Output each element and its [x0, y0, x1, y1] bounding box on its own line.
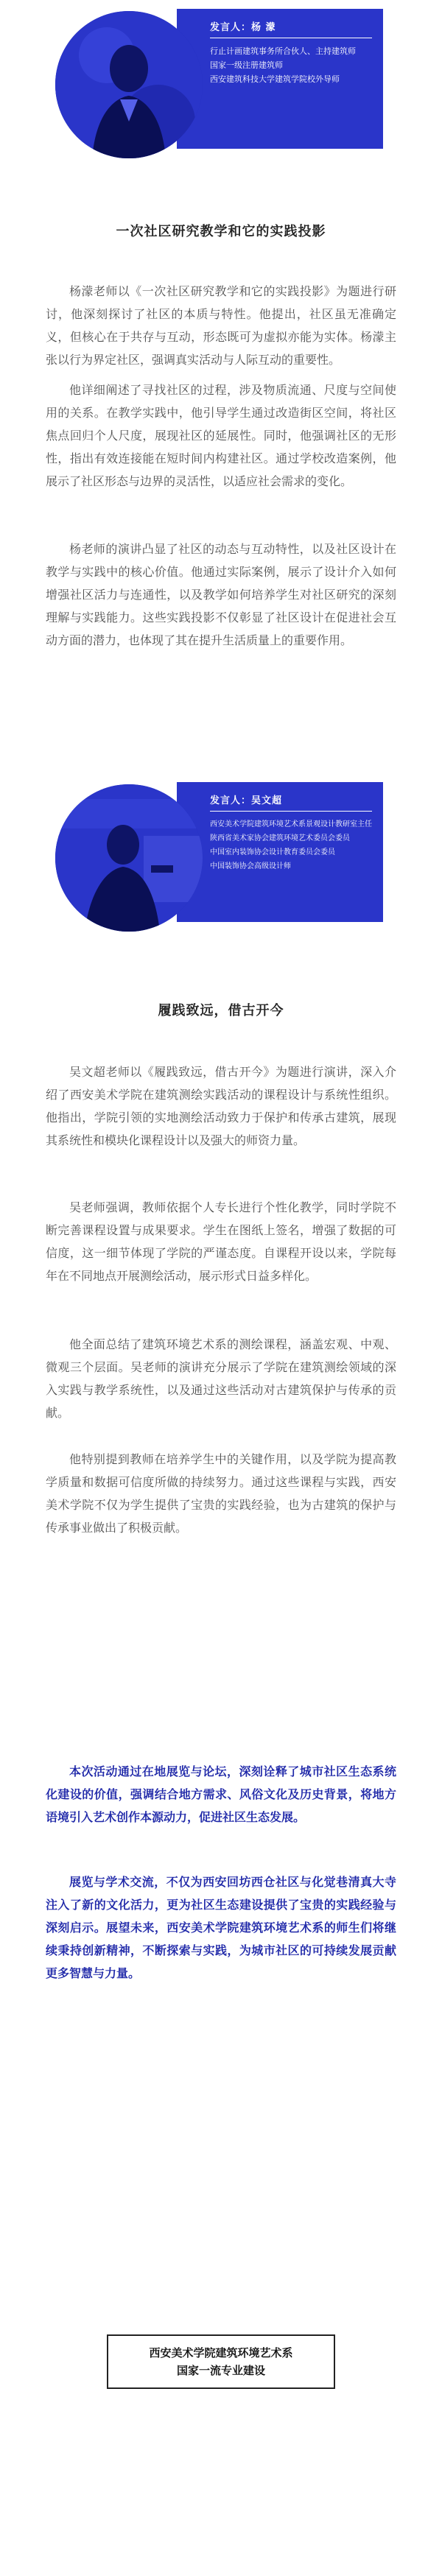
speaker-photo — [55, 784, 203, 932]
speaker-title: 西安美术学院建筑环境艺术系景观设计教研室主任 — [210, 820, 372, 828]
speaker-title: 西安建筑科技大学建筑学院校外导师 — [210, 74, 340, 84]
paragraph: 吴文超老师以《履践致远，借古开今》为题进行演讲，深入介绍了西安美术学院在建筑测绘实践活动的课程设计与系统性组织。他指出，学院引领的实地测绘活动致力于保护和传承古建筑，展现其系统性和模块化课程设计以及强大的师资力量。 — [46, 1065, 396, 1147]
speaker-portrait-icon — [55, 11, 203, 158]
footer-line: 国家一流专业建设 — [176, 2364, 265, 2377]
speaker-name: 发言人：杨 濛 — [210, 22, 276, 33]
speaker-portrait-icon — [55, 784, 203, 932]
speaker-card-2 — [29, 773, 413, 950]
speaker-info — [210, 19, 379, 86]
speaker-card-1 — [29, 0, 413, 177]
footer-line: 西安美术学院建筑环境艺术系 — [149, 2346, 293, 2359]
speaker-title: 中国室内装饰协会设计教育委员会委员 — [210, 848, 335, 856]
speaker-title: 陕西省美术家协会建筑环境艺术委员会委员 — [210, 834, 350, 842]
paragraph: 他特别提到教师在培养学生中的关键作用，以及学院为提高教学质量和数据可信度所做的持续努力。通过这些课程与实践，西安美术学院不仅为学生提供了宝贵的实践经验，也为古建筑的保护与传承事业做出了积极贡献。 — [46, 1452, 396, 1535]
closing-paragraph: 展览与学术交流，不仅为西安回坊西仓社区与化觉巷清真大寺注入了新的文化活力，更为社区生态建设提供了宝贵的实践经验与深刻启示。展望未来，西安美术学院建筑环境艺术系的师生们将继续秉持创新精神，不断探索与实践，为城市社区的可持续发展贡献更多智慧与力量。 — [46, 1875, 396, 1980]
speaker-title: 中国装饰协会高级设计师 — [210, 862, 291, 870]
section-title: 履践致远，借古开今 — [158, 1003, 284, 1018]
paragraph: 杨濛老师以《一次社区研究教学和它的实践投影》为题进行研讨，他深刻探讨了社区的本质与特性。他提出，社区虽无准确定义，但核心在于共存与互动，形态既可为虚拟亦能为实体。杨濛主张以行为界定社区，强调真实活动与人际互动的重要性。 — [46, 284, 396, 367]
paragraph: 杨老师的演讲凸显了社区的动态与互动特性，以及社区设计在教学与实践中的核心价值。他通过实际案例，展示了设计介入如何增强社区活力与连通性，以及教学如何培养学生对社区研究的深刻理解与实践能力。这些实践投影不仅彰显了社区设计在促进社会互动方面的潜力，也体现了其在提升生活质量上的重要作用。 — [46, 542, 396, 647]
paragraph: 他详细阐述了寻找社区的过程，涉及物质流通、尺度与空间使用的关系。在教学实践中，他引导学生通过改造街区空间，将社区焦点回归个人尺度，展现社区的延展性。同时，他强调社区的无形性，指出有效连接能在短时间内构建社区。通过学校改造案例，他展示了社区形态与边界的灵活性，以适应社会需求的变化。 — [46, 383, 396, 488]
closing-paragraph: 本次活动通过在地展览与论坛，深刻诠释了城市社区生态系统化建设的价值，强调结合地方需求、风俗文化及历史背景，将地方语境引入艺术创作本源动力，促进社区生态发展。 — [46, 1764, 396, 1824]
speaker-title: 行止计画建筑事务所合伙人、主持建筑师 — [210, 46, 356, 56]
speaker-name: 发言人：吴文超 — [210, 795, 283, 806]
speaker-title: 国家一级注册建筑师 — [210, 60, 283, 70]
section-title: 一次社区研究教学和它的实践投影 — [116, 224, 326, 239]
paragraph: 吴老师强调，教师依据个人专长进行个性化教学，同时学院不断完善课程设置与成果要求。学生在图纸上签名，增强了数据的可信度，这一细节体现了学院的严谨态度。自课程开设以来，学院每年在不同地点开展测绘活动，展示形式日益多样化。 — [46, 1200, 396, 1283]
footer-box — [107, 2334, 335, 2389]
paragraph: 他全面总结了建筑环境艺术系的测绘课程，涵盖宏观、中观、微观三个层面。吴老师的演讲充分展示了学院在建筑测绘领域的深入实践与教学系统性，以及通过这些活动对古建筑保护与传承的贡献。 — [46, 1337, 396, 1420]
divider — [210, 811, 372, 812]
speaker-photo — [55, 11, 203, 158]
speaker-info — [210, 792, 379, 873]
